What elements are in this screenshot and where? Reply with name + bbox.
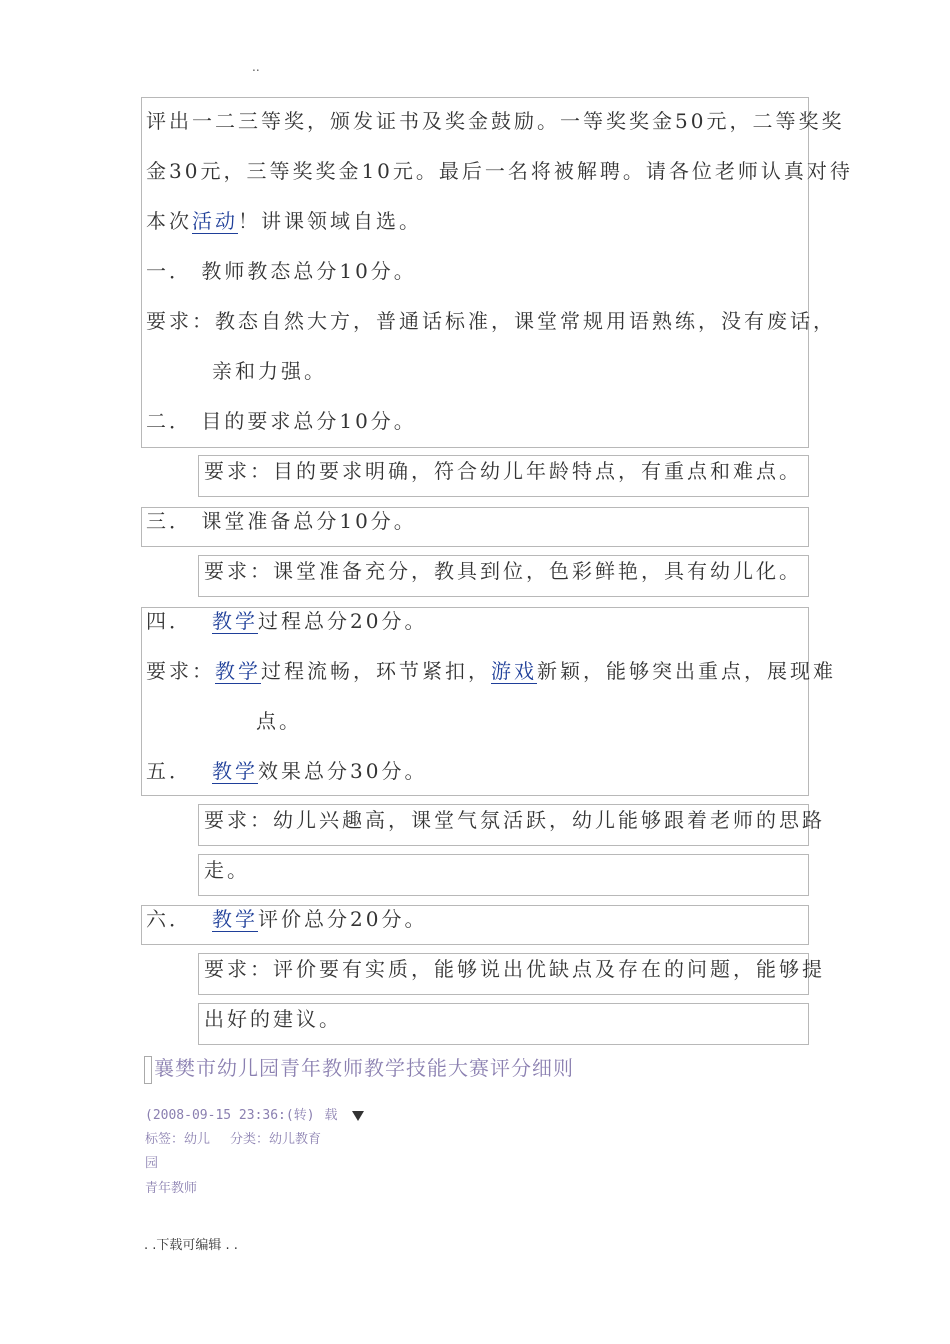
section-5-heading: [146, 757, 427, 785]
tag-2[interactable]: 青年教师: [145, 1181, 198, 1196]
article-title-text: 襄樊市幼儿园青年教师教学技能大赛评分细则: [154, 1056, 574, 1080]
section-4-req-pre: 要求：: [146, 659, 215, 683]
section-2-req: 要求：目的要求明确，符合幼儿年龄特点，有重点和难点。: [204, 459, 802, 483]
intro-line-3: [146, 207, 422, 235]
dropdown-arrow-icon[interactable]: [352, 1111, 364, 1121]
section-6-req-line-1: 要求：评价要有实质，能够说出优缺点及存在的问题，能够提: [204, 957, 825, 981]
article-date-row: [145, 1104, 364, 1123]
section-4-num: 四．: [146, 609, 192, 633]
intro-line-3-post: ！讲课领域自选。: [238, 209, 422, 233]
title-marker-icon: [144, 1056, 152, 1084]
section-6-heading: [146, 905, 427, 933]
activity-link[interactable]: 活动: [192, 209, 238, 233]
section-4-heading: [146, 607, 427, 635]
section-6-req-line-2: 出好的建议。: [204, 1007, 342, 1031]
category-value[interactable]: 幼儿教育: [269, 1132, 322, 1147]
article-date: (2008-09-15 23:36:: [145, 1108, 286, 1123]
section-1-req-line-1: 要求：教态自然大方，普通话标准，课堂常规用语熟练，没有废话，: [146, 309, 836, 333]
footer-note: . .下载可编辑 . .: [144, 1238, 238, 1253]
section-4-req-line-1: [146, 657, 836, 685]
category-label: 分类：: [230, 1132, 270, 1147]
section-4-rest: 过程总分20分。: [258, 609, 428, 633]
section-4-req-line-2: 点。: [256, 709, 302, 733]
intro-line-1: 评出一二三等奖，颁发证书及奖金鼓励。一等奖奖金50元，二等奖奖: [146, 109, 845, 133]
game-link[interactable]: 游戏: [491, 659, 537, 683]
section-2-heading: 二． 目的要求总分10分。: [146, 409, 417, 433]
section-4-req-mid: 过程流畅，环节紧扣，: [261, 659, 491, 683]
section-1-heading: 一． 教师教态总分10分。: [146, 259, 417, 283]
section-4-req-post: 新颖，能够突出重点，展现难: [537, 659, 836, 683]
section-3-req: 要求：课堂准备充分，教具到位，色彩鲜艳，具有幼儿化。: [204, 559, 802, 583]
tags-label: 标签：: [145, 1132, 185, 1147]
teaching-link-4b[interactable]: 教学: [215, 659, 261, 683]
section-3-heading: 三． 课堂准备总分10分。: [146, 509, 417, 533]
tag-1[interactable]: 幼儿: [184, 1132, 211, 1147]
section-5-rest: 效果总分30分。: [258, 759, 428, 783]
teaching-link-4[interactable]: 教学: [212, 609, 258, 633]
section-5-req-box-2: [198, 854, 809, 896]
section-5-num: 五．: [146, 759, 192, 783]
section-6-rest: 评价总分20分。: [258, 907, 428, 931]
tag-1-continued[interactable]: 园: [145, 1156, 159, 1171]
teaching-link-6[interactable]: 教学: [212, 907, 258, 931]
top-marker: ..: [252, 60, 260, 74]
intro-line-3-pre: 本次: [146, 209, 192, 233]
section-5-req-line-2: 走。: [204, 858, 250, 882]
tags-row: [145, 1128, 321, 1147]
section-6-num: 六．: [146, 907, 192, 931]
section-1-req-line-2: 亲和力强。: [212, 359, 327, 383]
teaching-link-5[interactable]: 教学: [212, 759, 258, 783]
article-date-tail: (转): [285, 1108, 315, 1123]
section-5-req-line-1: 要求：幼儿兴趣高，课堂气氛活跃，幼儿能够跟着老师的思路: [204, 808, 825, 832]
intro-line-2: 金30元，三等奖奖金10元。最后一名将被解聘。请各位老师认真对待: [146, 159, 853, 183]
repost-label: 载: [324, 1108, 338, 1123]
article-title[interactable]: [144, 1052, 574, 1084]
